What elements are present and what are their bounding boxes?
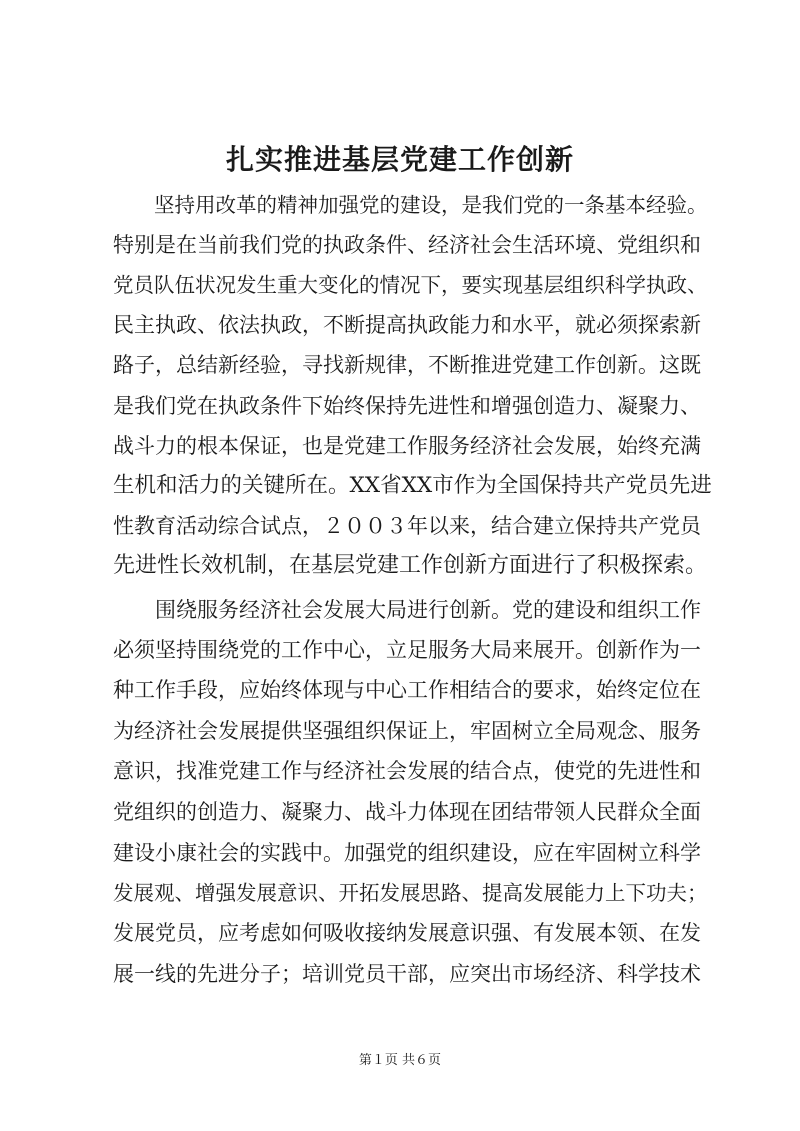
body-text-line: 建设小康社会的实践中。加强党的组织建设，应在牢固树立科学	[113, 841, 701, 865]
body-text-line: 路子，总结新经验，寻找新规律，不断推进党建工作创新。这既	[113, 353, 701, 377]
body-text-line: 围绕服务经济社会发展大局进行创新。党的建设和组织工作	[113, 598, 701, 622]
body-text-line: 意识，找准党建工作与经济社会发展的结合点，使党的先进性和	[113, 759, 701, 783]
body-text-line: 为经济社会发展提供坚强组织保证上，牢固树立全局观念、服务	[113, 719, 701, 743]
body-text-line: 战斗力的根本保证，也是党建工作服务经济社会发展，始终充满	[113, 434, 701, 458]
body-text-line: 是我们党在执政条件下始终保持先进性和增强创造力、凝聚力、	[113, 394, 701, 418]
body-text-line: 党员队伍状况发生重大变化的情况下，要实现基层组织科学执政、	[113, 273, 708, 297]
body-text-line: 民主执政、依法执政，不断提高执政能力和水平，就必须探索新	[113, 313, 701, 337]
page-number: 第１页 共６页	[358, 1053, 442, 1068]
body-text-line: 展一线的先进分子；培训党员干部，应突出市场经济、科学技术	[113, 962, 701, 986]
body-text-line: 发展党员，应考虑如何吸收接纳发展意识强、有发展本领、在发	[113, 921, 701, 945]
body-text-line: 性教育活动综合试点，２００３年以来，结合建立保持共产党员	[113, 514, 701, 538]
body-text-line: 先进性长效机制，在基层党建工作创新方面进行了积极探索。	[113, 553, 708, 578]
body-text-line: 党组织的创造力、凝聚力、战斗力体现在团结带领人民群众全面	[113, 800, 701, 824]
body-text-line: 特别是在当前我们党的执政条件、经济社会生活环境、党组织和	[113, 233, 701, 257]
document-title: 扎实推进基层党建工作创新	[225, 143, 574, 176]
body-text-line: 生机和活力的关键所在。XX省XX市作为全国保持共产党员先进	[113, 473, 712, 498]
body-text-line: 种工作手段，应始终体现与中心工作相结合的要求，始终定位在	[113, 678, 701, 702]
body-text-line: 必须坚持围绕党的工作中心，立足服务大局来展开。创新作为一	[113, 638, 701, 662]
body-text-line: 发展观、增强发展意识、开拓发展思路、提高发展能力上下功夫；	[113, 881, 708, 905]
body-text-line: 坚持用改革的精神加强党的建设，是我们党的一条基本经验。	[113, 193, 708, 217]
